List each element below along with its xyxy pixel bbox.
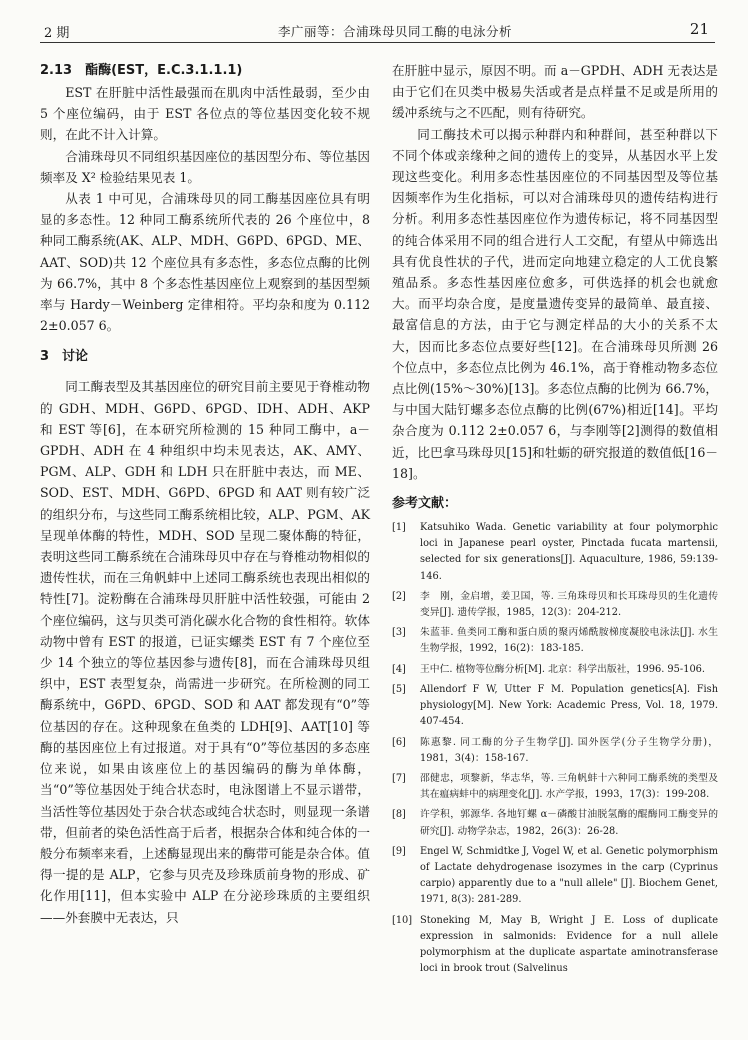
reference-item: [3] 朱蓝菲. 鱼类同工酶和蛋白质的聚丙烯酰胺梯度凝胶电泳法[J]. 水生生物学报，1992，16(2)：183-185.	[392, 627, 718, 655]
reference-item: [8] 许学积，郭源华. 各地钉螺 α－磷酸甘油脱氢酶的醌酶同工酶变异的研究[J]. 动物学杂志，1982，26(3)：26-28.	[392, 809, 718, 837]
paragraph-isozyme-technique: 同工酶技术可以揭示种群内和种群间，甚至种群以下不同个体或亲缘种之间的遗传上的变异，从基因水平上发现这些变化。利用多态性基因座位的不同基因型及等位基因频率作为生化指标，可以对合浦珠母贝的遗传结构进行分析。利用多态性基因座位作为遗传标记，将不同基因型的纯合体采用不同的组合进行人工交配，有望从中筛选出具有优良性状的子代，进而定向地建立稳定的人工优良繁殖品系。多态性基因座位愈多，可供选择的机会也就愈大。而平均杂合度，是度量遗传变异的最简单、最直接、最富信息的方法，由于它与测定样品的大小的关系不太大，因而比多态位点要好些[12]。在合浦珠母贝所测 26 个位点中，多态位点比例为 46.1%，高于脊椎动物多态位点比例(15%～30%)[13]。多态位点酶的比例为 66.7%，与中国大陆钉螺多态位点酶的比例(67%)相近[14]。平均杂合度为 0.112 2±0.057 6，与李刚等[2]测得的数值相近，比巴拿马珠母贝[15]和牡蛎的研究报道的数值低[16－18]。	[392, 126, 718, 481]
reference-item: [2] 李 刚，金启增，姜卫国，等. 三角珠母贝和长耳珠母贝的生化遗传变异[J]. 遗传学报，1985，12(3)：204-212.	[392, 590, 718, 619]
paragraph-table-reference: 合浦珠母贝不同组织基因座位的基因型分布、等位基因频率及 X² 检验结果见表 1。	[40, 148, 370, 185]
reference-item: [1] Katsuhiko Wada. Genetic variability at four polymorphic loci in Japanese pearl oyster, Pinctada fucata martensii, selected for six generations[J]. Aquaculture, 1986, 59:139-146.	[392, 522, 718, 582]
issue-number: 2 期	[44, 26, 70, 41]
left-column	[40, 60, 370, 928]
paragraph-est-activity: EST 在肝脏中活性最强而在肌肉中活性最弱，至少由 5 个座位编码，由于 EST 各位点的等位基因变化较不规则，在此不计入计算。	[40, 85, 370, 143]
reference-item: [10] Stoneking M, May B, Wright J E. Loss of duplicate expression in salmonids: Evidence for a null allele polymorphism at the duplicate aspartate aminotransferase loci in brook trout (Salvelinus	[392, 914, 718, 975]
reference-item: [6] 陈惠黎. 同工酶的分子生物学[J]. 国外医学(分子生物学分册)，1981，3(4)：158-167.	[392, 736, 718, 764]
section-heading-discussion: 3 讨论	[40, 349, 89, 365]
paragraph-polymorphism: 从表 1 中可见，合浦珠母贝的同工酶基因座位具有明显的多态性。12 种同工酶系统所代表的 26 个座位中，8 种同工酶系统(AK、ALP、MDH、G6PD、6PGD、ME、AAT、SOD)共 12 个座位具有多态性，多态位点酶的比例为 66.7%，其中 8 个多态性基因座位上观察到的基因型频率与 Hardy－Weinberg 定律相符。平均杂和度为 0.112 2±0.057 6。	[40, 191, 370, 334]
references-heading: 参考文献：	[392, 496, 458, 512]
reference-list	[392, 520, 718, 977]
paragraph-continued: 在肝脏中显示，原因不明。而 a－GPDH、ADH 无表达是由于它们在贝类中极易失活或者是点样量不足或是所用的缓冲系统与之不匹配，则有待研究。	[392, 63, 718, 121]
reference-item: [7] 邵健忠，项黎新，华志华，等. 三角帆蚌十六种同工酶系统的类型及其在瘟病蚌中的病理变化[J]. 水产学报，1993，17(3)：199-208.	[392, 772, 718, 801]
reference-item: [4] 王中仁. 植物等位酶分析[M]. 北京：科学出版社，1996. 95-106.	[392, 663, 706, 675]
right-column	[392, 60, 718, 981]
running-title: 李广丽等：合浦珠母贝同工酶的电泳分析	[278, 24, 513, 39]
subsection-heading-est: 2.13 酯酶(EST，E.C.3.1.1.1)	[40, 63, 243, 78]
reference-item: [5] Allendorf F W, Utter F M. Population genetics[A]. Fish physiology[M]. New York: Academic Press, Vol. 18, 1979. 407-454.	[392, 683, 718, 728]
page-number: 21	[689, 20, 709, 38]
paragraph-discussion: 同工酶表型及其基因座位的研究目前主要见于脊椎动物的 GDH、MDH、G6PD、6PGD、IDH、ADH、AKP 和 EST 等[6]，在本研究所检测的 15 种同工酶中，a－GPDH、ADH 在 4 种组织中均未见表达，AK、AMY、PGM、ALP、GDH 和 LDH 只在肝脏中表达，而 ME、SOD、EST、MDH、G6PD、6PGD 和 AAT 则有较广泛的组织分布，与这些同工酶系统相比较，ALP、PGM、AK 呈现单体酶的特性，MDH、SOD 呈现二聚体酶的特征，表明这些同工酶系统在合浦珠母贝中存在与脊椎动物相似的遗传性状，而在三角帆蚌中上述同工酶系统也表现出相似的特性[7]。淀粉酶在合浦珠母贝肝脏中活性较强，可能由 2 个座位编码，这与贝类可消化碳水化合物的食性相符。软体动物中曾有 EST 的报道，已证实螺类 EST 有 7 个座位至少 14 个独立的等位基因参与遗传[8]，而在合浦珠母贝组织中，EST 表型复杂，尚需进一步研究。在所检测的同工酶系统中，G6PD、6PGD、SOD 和 AAT 都发现有“0”等位基因的存在。这种现象在鱼类的 LDH[9]、AAT[10] 等酶的基因座位上有过报道。对于具有“0”等位基因的多态座位来说，如果由该座位上的基因编码的酶为单体酶，当“0”等位基因处于纯合状态时，电泳图谱上不显示谱带，当活性等位基因处于杂合状态或纯合状态时，则显现一条谱带，但前者的染色活性高于后者，根据杂合体和纯合体的一般分布频率来看，上述酶显现出来的酶带可能是杂合体。值得一提的是 ALP，它参与贝壳及珍珠质前身物的形成、矿化作用[11]，但本实验中 ALP 在分泌珍珠质的主要组织——外套膜中无表达，只	[40, 379, 370, 925]
reference-item: [9] Engel W, Schmidtke J, Vogel W, et al. Genetic polymorphism of Lactate dehydrogenase isozymes in the carp (Cyprinus carpio) apparently due to a "null allele" [J]. Biochem Genet, 1971, 8(3): 281-289.	[392, 845, 718, 906]
running-header	[40, 18, 715, 43]
